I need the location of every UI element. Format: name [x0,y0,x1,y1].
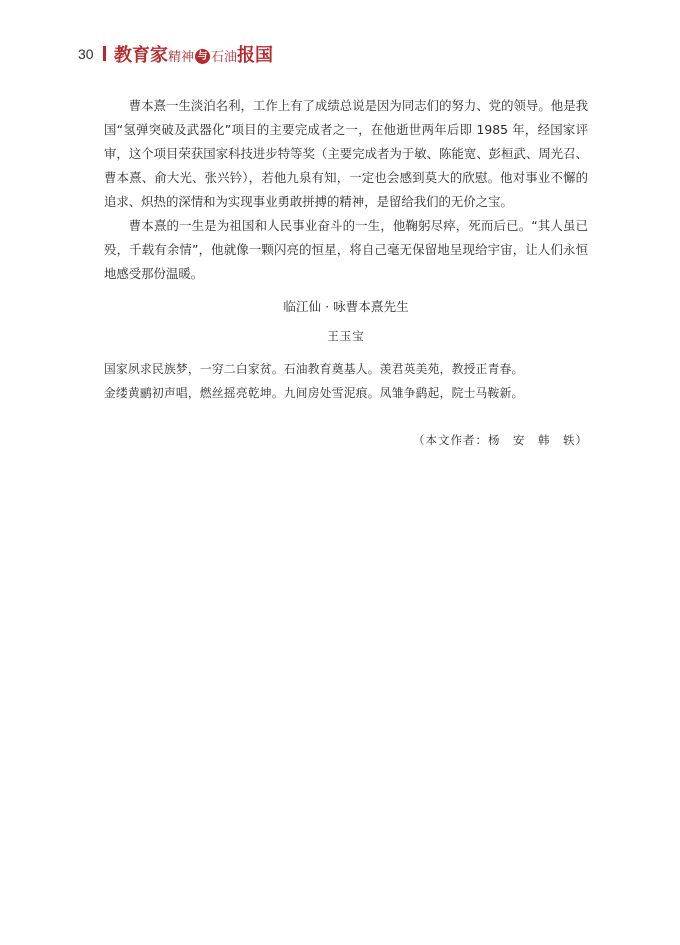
author-byline: （本文作者：杨 安 韩 轶） [413,433,588,447]
running-title-connector: 与 [195,49,210,64]
running-title-part3: 石油 [211,50,238,65]
poem-line: 国家夙求民族梦，一穷二白家贫。石油教育奠基人。羡君英美苑，教授正青春。 [104,362,524,376]
page-header [78,40,378,70]
running-title [114,41,273,67]
poem-body [104,357,588,405]
poem-line: 金缕黄鹂初声唱，燃丝摇亮乾坤。九间房处雪泥痕。凤雏争鹞起，院士马鞍新。 [104,386,524,400]
body-paragraph: 曹本熹一生淡泊名利，工作上有了成绩总说是因为同志们的努力、党的领导。他是我国“氢弹突破及武器化”项目的主要完成者之一，在他逝世两年后即 1985 年，经国家评审，这个项目荣获国家科技进步特等奖（主要完成者为于敏、陈能宽、彭桓武、周光召、曹本熹、俞大光、张兴钤），若他九泉有知，一定也会感到莫大的欣慰。他对事业不懈的追求、炽热的深情和为实现事业勇敢拼搏的精神，是留给我们的无价之宝。 [104,98,588,209]
page-number: 30 [78,46,94,62]
article-body [104,94,588,286]
running-title-part4: 报国 [237,45,274,66]
body-paragraph: 曹本熹的一生是为祖国和人民事业奋斗的一生，他鞠躬尽瘁，死而后已。“其人虽已殁，千载有余情”，他就像一颗闪亮的恒星，将自己毫无保留地呈现给宇宙，让人们永恒地感受那份温暖。 [104,218,588,281]
header-divider-bar [103,46,106,61]
poem-author: 王玉宝 [327,329,365,343]
running-title-part1: 教育家 [114,45,168,66]
poem-title: 临江仙 · 咏曹本熹先生 [283,299,409,314]
running-title-part2: 精神 [168,50,195,65]
